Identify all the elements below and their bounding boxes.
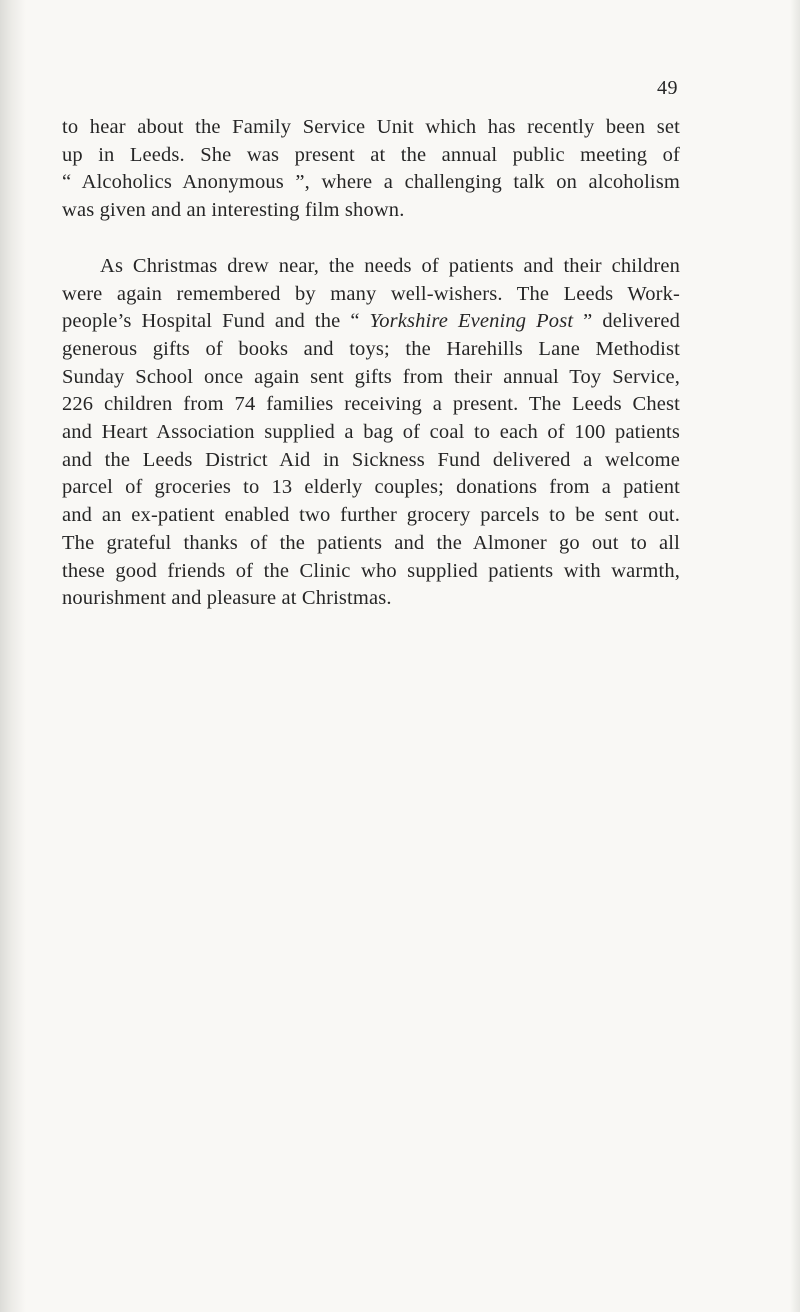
text-line: these good friends of the Clinic who supplied patients with warmth, [62, 559, 680, 582]
text-line: were again remembered by many well-wishers. The Leeds Work- [62, 282, 680, 305]
paragraph-2 [62, 253, 680, 613]
paragraph-1 [62, 114, 680, 225]
text-line: “ Alcoholics Anonymous ”, where a challenging talk on alcoholism [62, 171, 680, 194]
text-line: Sunday School once again sent gifts from their annual Toy Service, [62, 365, 680, 388]
text-line: parcel of groceries to 13 elderly couples; donations from a patient [62, 476, 680, 499]
text-line: and an ex-patient enabled two further grocery parcels to be sent out. [62, 504, 680, 527]
text-line: to hear about the Family Service Unit which has recently been set [62, 116, 680, 138]
body-text [62, 114, 680, 613]
paragraph-gap [62, 225, 680, 253]
page-edge-shadow [790, 0, 800, 1312]
text-line: up in Leeds. She was present at the annual public meeting of [62, 143, 680, 166]
newspaper-title: Yorkshire Evening Post [369, 310, 574, 333]
page-gutter-shadow [0, 0, 26, 1312]
text-line: The grateful thanks of the patients and the Almoner go out to all [62, 531, 680, 554]
text-line: As Christmas drew near, the needs of patients and their children [100, 254, 680, 277]
page-number: 49 [657, 77, 678, 99]
text-line: 226 children from 74 families receiving a present. The Leeds Chest [62, 393, 680, 416]
text-line-with-italic [62, 308, 680, 336]
text-line: generous gifts of books and toys; the Harehills Lane Methodist [62, 337, 680, 360]
text-run: people’s Hospital Fund and the “ [62, 310, 370, 333]
text-line: and Heart Association supplied a bag of coal to each of 100 patients [62, 421, 680, 444]
text-line: was given and an interesting film shown. [62, 199, 405, 222]
text-line: nourishment and pleasure at Christmas. [62, 587, 392, 610]
text-line: and the Leeds District Aid in Sickness Fund delivered a welcome [62, 448, 680, 471]
text-run: ” delivered [573, 310, 680, 333]
